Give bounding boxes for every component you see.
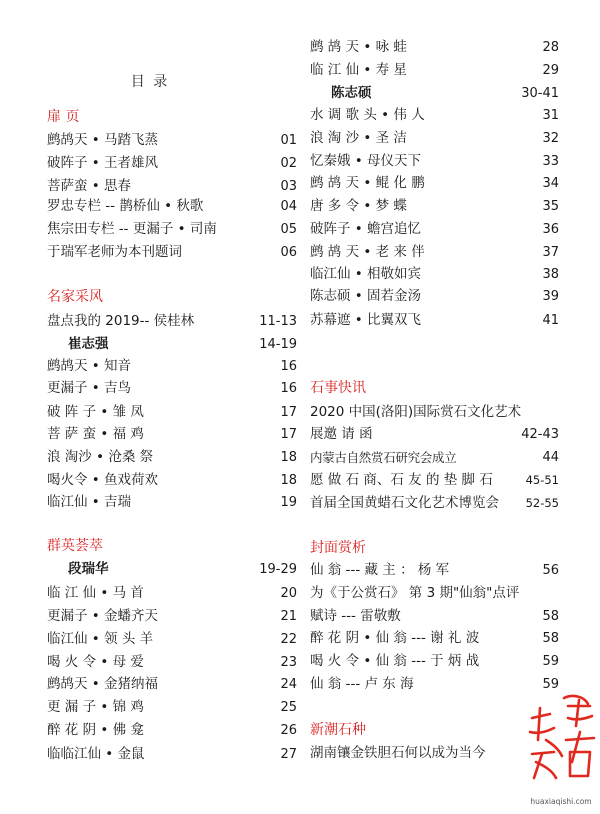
- toc-entry: [47, 153, 297, 174]
- entry-title: 赋诗 --- 雷敬敷: [310, 608, 401, 624]
- toc-author-entry: [331, 83, 559, 104]
- page-number: 24: [280, 677, 297, 692]
- page-number: 44: [542, 450, 559, 465]
- page-number: 23: [280, 655, 297, 670]
- toc-entry: [310, 651, 559, 672]
- toc-entry: [47, 130, 297, 151]
- page-number: 59: [542, 677, 559, 692]
- huaxiaqishi-watermark-logo: [524, 692, 598, 812]
- page-number: 42-43: [521, 427, 559, 442]
- toc-entry: [310, 310, 559, 331]
- toc-entry: [310, 424, 559, 445]
- entry-title: 喝 火 令 • 仙 翁 --- 于 炳 战: [310, 653, 480, 669]
- toc-entry: [47, 652, 297, 673]
- entry-title: 展邀 请 函: [310, 426, 373, 442]
- entry-title: 喝 火 令 • 母 爱: [47, 654, 144, 670]
- toc-entry: [47, 744, 297, 765]
- entry-title: 2020 中国(洛阳)国际赏石文化艺术: [310, 404, 522, 420]
- toc-entry: [310, 286, 559, 307]
- entry-title: 菩 萨 蛮 • 福 鸡: [47, 426, 144, 442]
- toc-entry: [47, 402, 297, 423]
- page-number: 27: [280, 747, 297, 762]
- entry-title: 鹧鸪天 • 知音: [47, 358, 132, 374]
- entry-title: 菩萨蛮 • 思春: [47, 178, 132, 194]
- entry-title: 湖南镶金铁胆石何以成为当今: [310, 745, 486, 761]
- section-title: 名家采风: [47, 289, 103, 305]
- page-number: 36: [542, 222, 559, 237]
- entry-title: 陈志硕: [331, 85, 372, 101]
- toc-title: 目 录: [130, 74, 170, 90]
- toc-entry: [47, 492, 297, 513]
- toc-entry: [310, 151, 559, 172]
- entry-title: 愿 做 石 商、石 友 的 垫 脚 石: [310, 472, 493, 488]
- entry-title: 鹧 鸪 天 • 咏 蛙: [310, 39, 407, 55]
- toc-entry: [47, 606, 297, 627]
- entry-title: 唐 多 令 • 梦 蝶: [310, 198, 407, 214]
- entry-title: 临江仙 • 领 头 羊: [47, 631, 154, 647]
- entry-title: 仙 翁 --- 藏 主 ： 杨 军: [310, 562, 450, 578]
- toc-section-heading: [310, 720, 559, 741]
- toc-entry: [310, 264, 559, 285]
- toc-entry: [310, 37, 559, 58]
- toc-section-heading: [47, 536, 297, 557]
- entry-title: 内蒙古自然赏石研究会成立: [310, 450, 457, 465]
- toc-entry: [310, 173, 559, 194]
- page-number: 02: [280, 156, 297, 171]
- page-number: 31: [542, 108, 559, 123]
- toc-section-heading: [310, 378, 559, 399]
- page-number: 01: [280, 133, 297, 148]
- entry-title: 焦宗田专栏 -- 更漏子 • 司南: [47, 221, 217, 237]
- page-number: 16: [280, 381, 297, 396]
- page-number: 26: [280, 723, 297, 738]
- toc-entry: [310, 606, 559, 627]
- toc-entry: [47, 378, 297, 399]
- toc-entry: [47, 674, 297, 695]
- page-number: 22: [280, 632, 297, 647]
- toc-entry: [310, 628, 559, 649]
- page-number: 45-51: [525, 473, 559, 487]
- entry-title: 崔志强: [68, 336, 109, 352]
- toc-entry: [47, 629, 297, 650]
- section-title: 石事快讯: [310, 380, 366, 396]
- entry-title: 忆秦娥 • 母仪天下: [310, 153, 422, 169]
- page-number: 17: [280, 427, 297, 442]
- watermark-seal-icon: [530, 696, 594, 778]
- toc-entry: [310, 743, 559, 764]
- page-number: 18: [280, 450, 297, 465]
- entry-title: 于瑞军老师为本刊题词: [47, 244, 182, 260]
- page-number: 11-13: [259, 314, 297, 329]
- entry-title: 首届全国黄蜡石文化艺术博览会: [310, 495, 499, 511]
- entry-title: 苏幕遮 • 比翼双飞: [310, 312, 422, 328]
- toc-entry: [310, 674, 559, 695]
- page-number: 03: [280, 179, 297, 194]
- section-title: 扉 页: [47, 109, 80, 125]
- entry-title: 喝火令 • 鱼戏荷欢: [47, 472, 159, 488]
- toc-entry: [47, 219, 297, 240]
- entry-title: 更漏子 • 吉鸟: [47, 380, 132, 396]
- page-number: 06: [280, 245, 297, 260]
- toc-entry: [47, 311, 297, 332]
- toc-entry: [310, 447, 559, 468]
- entry-title: 浪 淘 沙 • 圣 洁: [310, 130, 407, 146]
- entry-title: 罗忠专栏 -- 鹊桥仙 • 秋歌: [47, 198, 204, 214]
- toc-entry: [47, 356, 297, 377]
- entry-title: 临江仙 • 吉瑞: [47, 494, 132, 510]
- page-number: 39: [542, 289, 559, 304]
- page-number: 05: [280, 222, 297, 237]
- toc-section-heading: [310, 538, 559, 559]
- toc-entry: [310, 60, 559, 81]
- page-number: 25: [280, 700, 297, 715]
- page-number: 20: [280, 586, 297, 601]
- entry-title: 为《于公赏石》 第 3 期"仙翁"点评: [310, 585, 520, 601]
- toc-entry: [47, 176, 297, 197]
- toc-entry: [310, 470, 559, 491]
- entry-title: 仙 翁 --- 卢 东 海: [310, 676, 414, 692]
- page-number: 16: [280, 359, 297, 374]
- page-number: 29: [542, 63, 559, 78]
- page-number: 34: [542, 176, 559, 191]
- toc-entry: [310, 128, 559, 149]
- entry-title: 段瑞华: [68, 561, 109, 577]
- toc-author-entry: [68, 334, 297, 355]
- page-number: 37: [542, 245, 559, 260]
- toc-entry: [47, 583, 297, 604]
- entry-title: 临江仙 • 相敬如宾: [310, 266, 422, 282]
- page-number: 30-41: [521, 86, 559, 101]
- entry-title: 更 漏 子 • 锦 鸡: [47, 699, 144, 715]
- toc-section-heading: [47, 287, 297, 308]
- page-number: 14-19: [259, 337, 297, 352]
- page-number: 19: [280, 495, 297, 510]
- page-number: 21: [280, 609, 297, 624]
- page-number: 33: [542, 154, 559, 169]
- page-number: 18: [280, 473, 297, 488]
- toc-entry: [47, 697, 297, 718]
- toc-entry: [47, 470, 297, 491]
- entry-title: 浪 淘沙 • 沧桑 祭: [47, 449, 154, 465]
- page-number: 56: [542, 563, 559, 578]
- toc-entry: [310, 583, 559, 604]
- section-title: 封面赏析: [310, 540, 366, 556]
- page-number: 41: [542, 313, 559, 328]
- entry-title: 破阵子 • 王者雄风: [47, 155, 159, 171]
- page-number: 35: [542, 199, 559, 214]
- page-number: 17: [280, 405, 297, 420]
- entry-title: 醉 花 阴 • 仙 翁 --- 谢 礼 波: [310, 630, 480, 646]
- entry-title: 破阵子 • 蟾宫追忆: [310, 221, 422, 237]
- toc-entry: [310, 219, 559, 240]
- entry-title: 醉 花 阴 • 佛 龛: [47, 722, 144, 738]
- section-title: 群英荟萃: [47, 538, 103, 554]
- entry-title: 临 江 仙 • 马 首: [47, 585, 144, 601]
- toc-entry: [47, 447, 297, 468]
- page-number: 28: [542, 40, 559, 55]
- page-number: 32: [542, 131, 559, 146]
- entry-title: 临临江仙 • 金鼠: [47, 746, 145, 762]
- page-number: 58: [542, 631, 559, 646]
- page-number: 58: [542, 609, 559, 624]
- page-number: 38: [542, 267, 559, 282]
- toc-entry: [310, 196, 559, 217]
- toc-entry: [47, 720, 297, 741]
- section-title: 新潮石种: [310, 722, 366, 738]
- page-number: 59: [542, 654, 559, 669]
- toc-entry: [47, 424, 297, 445]
- toc-entry: [47, 196, 297, 217]
- toc-author-entry: [68, 559, 297, 580]
- watermark-url: huaxiaqishi.com: [530, 797, 592, 806]
- page-number: 04: [280, 199, 297, 214]
- entry-title: 更漏子 • 金蟠齐天: [47, 608, 159, 624]
- entry-title: 陈志硕 • 固若金汤: [310, 288, 422, 304]
- entry-title: 鹧 鸪 天 • 老 来 伴: [310, 244, 425, 260]
- entry-title: 破 阵 子 • 雏 凤: [47, 404, 144, 420]
- toc-entry: [310, 402, 559, 423]
- toc-entry: [310, 560, 559, 581]
- page-number: 52-55: [525, 496, 559, 510]
- entry-title: 临 江 仙 • 寿 星: [310, 62, 407, 78]
- entry-title: 水 调 歌 头 • 伟 人: [310, 107, 425, 123]
- toc-entry: [47, 242, 297, 263]
- toc-entry: [310, 242, 559, 263]
- entry-title: 盘点我的 2019-- 侯桂林: [47, 313, 195, 329]
- entry-title: 鹧鸪天 • 马踏飞蒸: [47, 132, 159, 148]
- toc-entry: [310, 493, 559, 514]
- entry-title: 鹧鸪天 • 金猪纳福: [47, 676, 159, 692]
- toc-section-heading: [47, 107, 297, 128]
- toc-entry: [310, 105, 559, 126]
- page-number: 19-29: [259, 562, 297, 577]
- entry-title: 鹧 鸪 天 • 鲲 化 鹏: [310, 175, 425, 191]
